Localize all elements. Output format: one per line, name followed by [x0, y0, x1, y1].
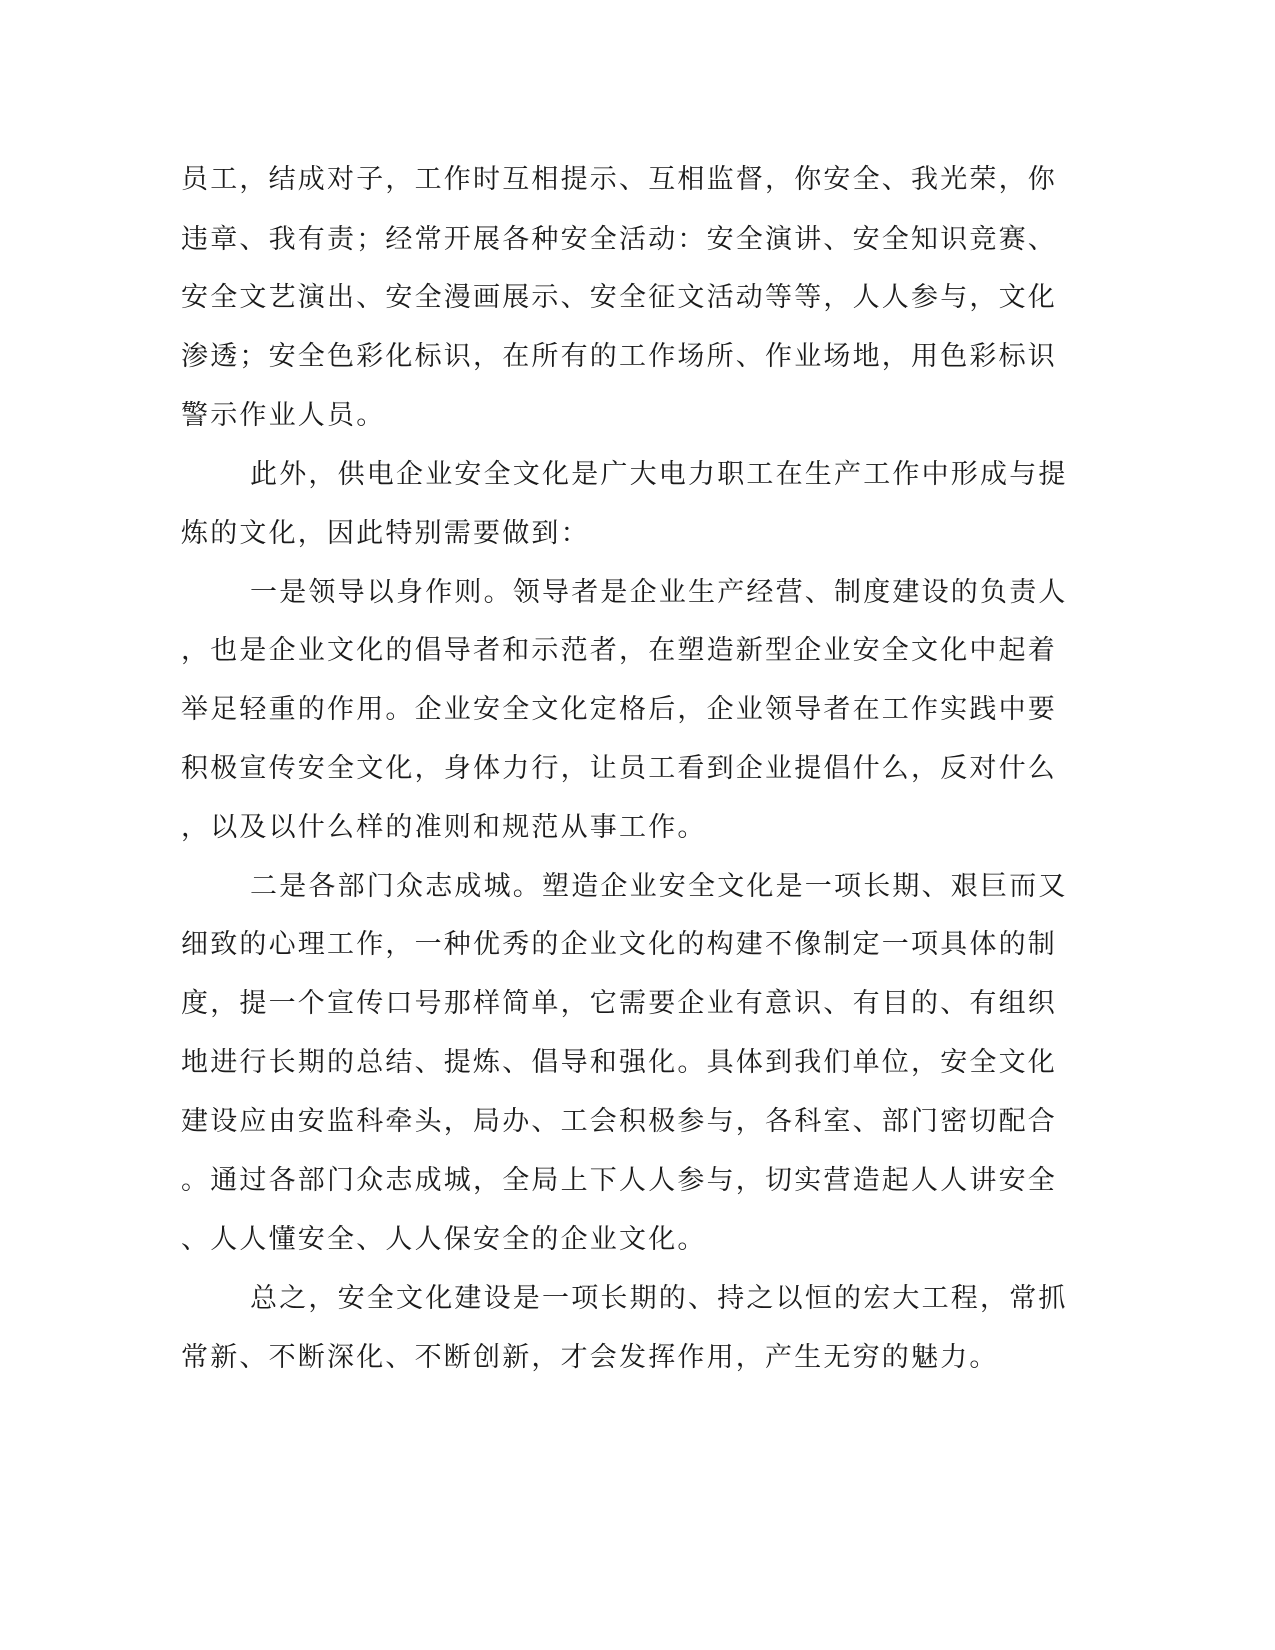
text-line: 常新、不断深化、不断创新，才会发挥作用，产生无穷的魅力。	[181, 1342, 999, 1373]
paragraph-first-line: 此外，供电企业安全文化是广大电力职工在生产工作中形成与提	[250, 459, 1068, 490]
text-line: 举足轻重的作用。企业安全文化定格后，企业领导者在工作实践中要	[181, 694, 1057, 725]
text-line: 员工，结成对子，工作时互相提示、互相监督，你安全、我光荣，你	[181, 164, 1057, 195]
text-line: ，以及以什么样的准则和规范从事工作。	[181, 812, 707, 843]
text-line: 细致的心理工作，一种优秀的企业文化的构建不像制定一项具体的制	[181, 929, 1057, 960]
text-line: 渗透；安全色彩化标识，在所有的工作场所、作业场地，用色彩标识	[181, 341, 1057, 372]
text-line: 违章、我有责；经常开展各种安全活动：安全演讲、安全知识竞赛、	[181, 224, 1057, 255]
paragraph-first-line: 总之，安全文化建设是一项长期的、持之以恒的宏大工程，常抓	[250, 1283, 1068, 1314]
text-line: 、人人懂安全、人人保安全的企业文化。	[181, 1224, 707, 1255]
text-line: 。通过各部门众志成城，全局上下人人参与，切实营造起人人讲安全	[181, 1165, 1057, 1196]
text-line: 地进行长期的总结、提炼、倡导和强化。具体到我们单位，安全文化	[181, 1047, 1057, 1078]
text-line: 炼的文化，因此特别需要做到：	[181, 518, 590, 549]
paragraph-first-line: 二是各部门众志成城。塑造企业安全文化是一项长期、艰巨而又	[250, 871, 1068, 902]
text-line: 建设应由安监科牵头，局办、工会积极参与，各科室、部门密切配合	[181, 1106, 1057, 1137]
text-line: 安全文艺演出、安全漫画展示、安全征文活动等等，人人参与，文化	[181, 282, 1057, 313]
text-line: 度，提一个宣传口号那样简单，它需要企业有意识、有目的、有组织	[181, 988, 1057, 1019]
text-line: ，也是企业文化的倡导者和示范者，在塑造新型企业安全文化中起着	[181, 635, 1057, 666]
paragraph-first-line: 一是领导以身作则。领导者是企业生产经营、制度建设的负责人	[250, 577, 1068, 608]
text-line: 警示作业人员。	[181, 400, 386, 431]
text-line: 积极宣传安全文化，身体力行，让员工看到企业提倡什么，反对什么	[181, 753, 1057, 784]
